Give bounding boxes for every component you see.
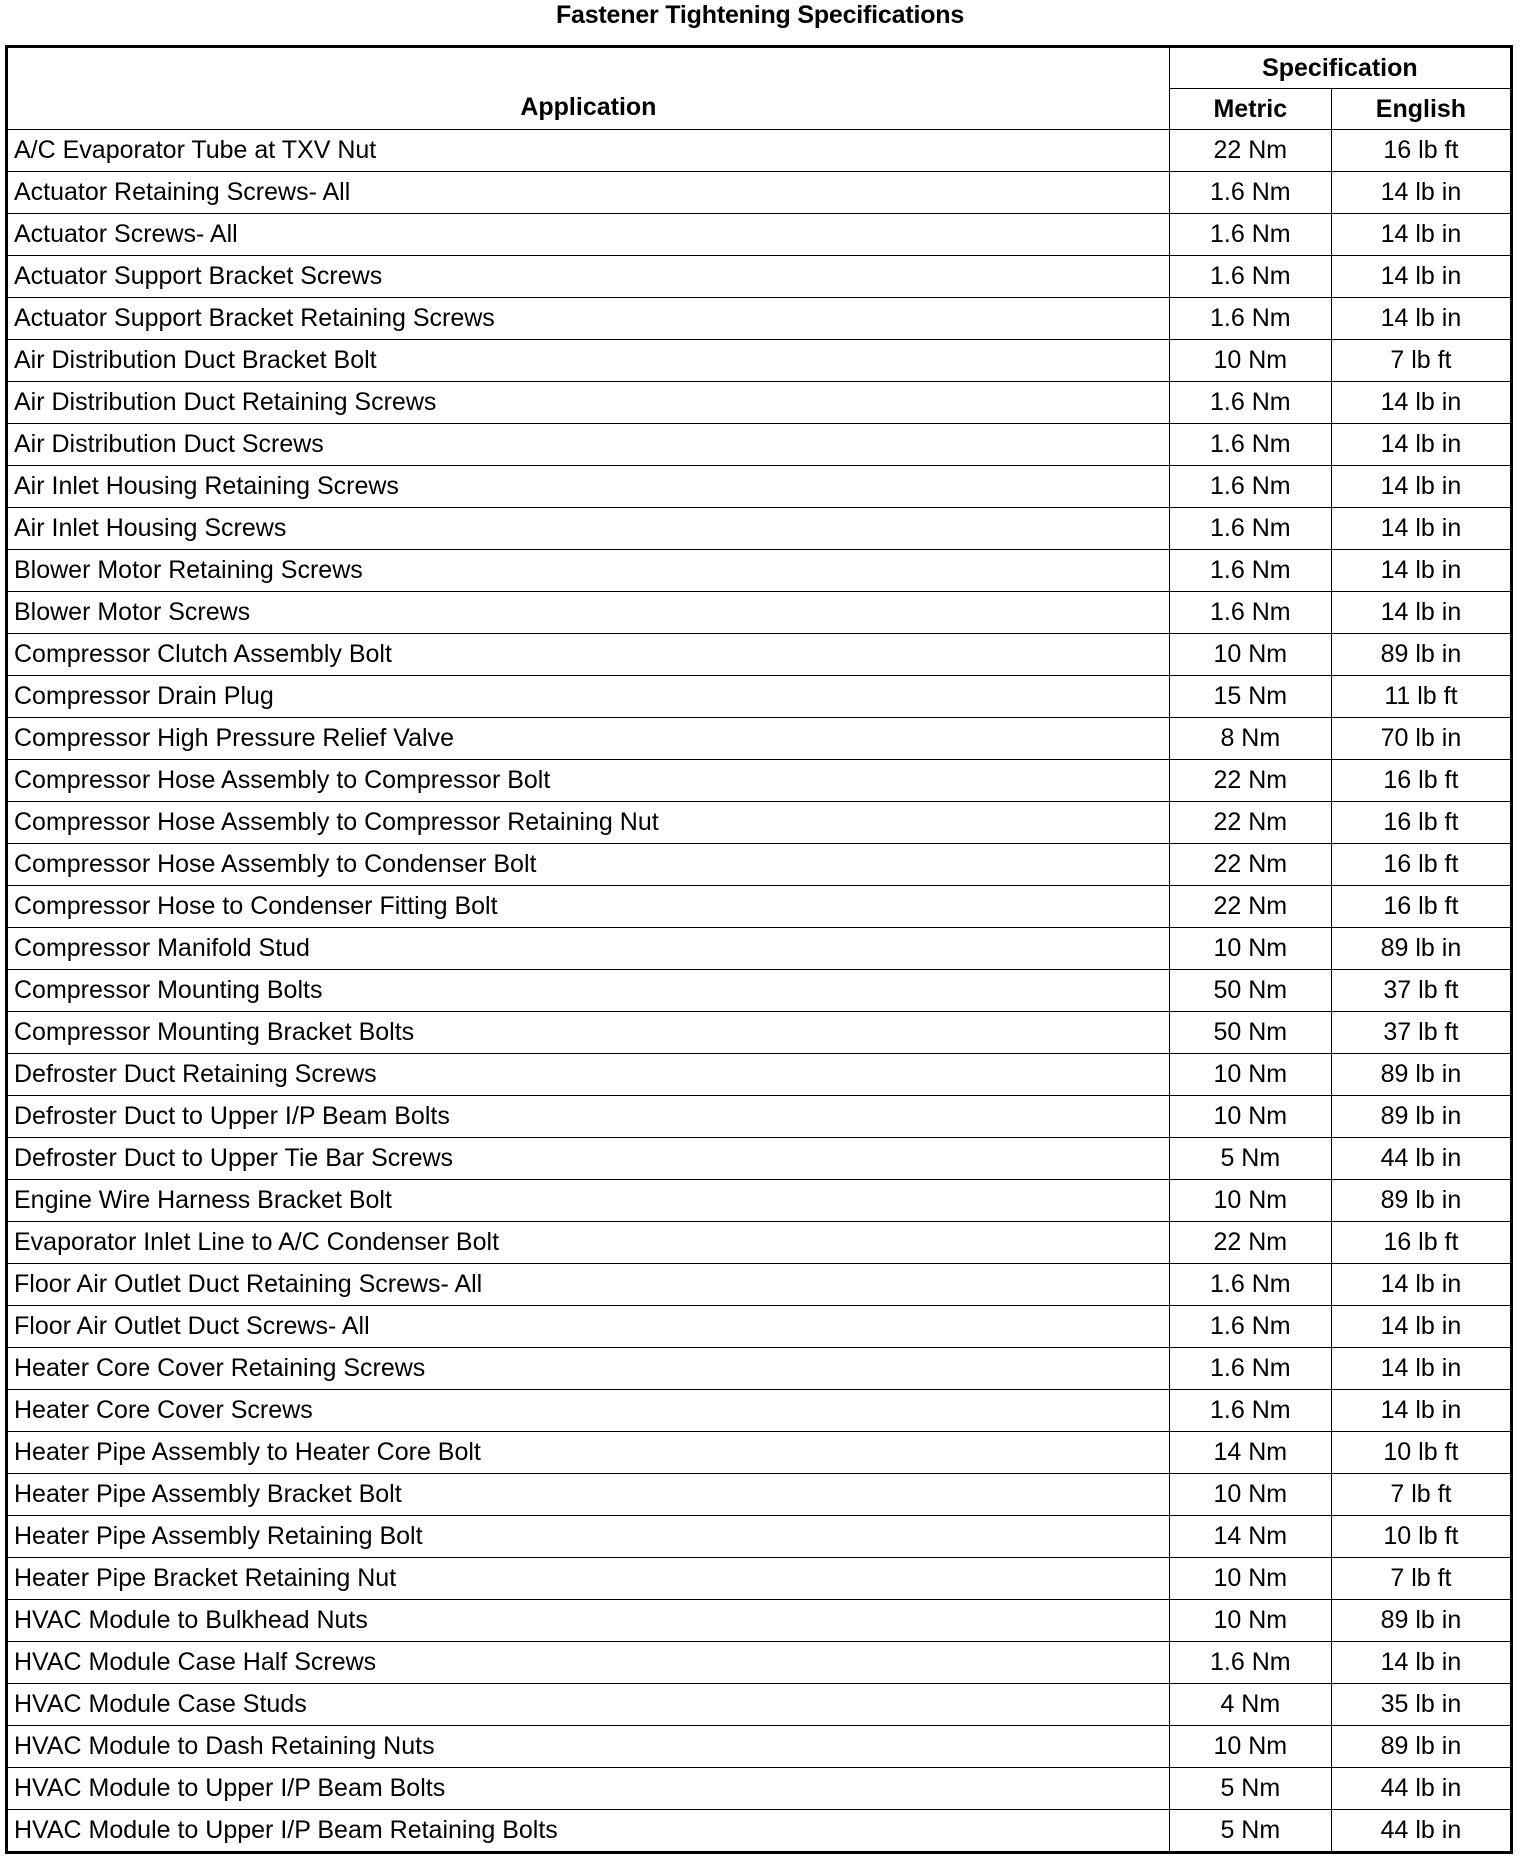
metric-value-cell: 10 Nm [1169,1474,1331,1516]
application-cell: Heater Core Cover Retaining Screws [7,1348,1170,1390]
english-value-cell: 16 lb ft [1331,130,1511,172]
application-cell: HVAC Module to Upper I/P Beam Bolts [7,1768,1170,1810]
english-value-cell: 16 lb ft [1331,844,1511,886]
application-cell: Compressor Hose Assembly to Compressor Bolt [7,760,1170,802]
english-value-cell: 7 lb ft [1331,1474,1511,1516]
column-header-metric: Metric [1169,89,1331,130]
application-cell: HVAC Module to Bulkhead Nuts [7,1600,1170,1642]
table-row [7,508,1512,550]
metric-value-cell: 1.6 Nm [1169,172,1331,214]
english-value-cell: 14 lb in [1331,172,1511,214]
table-row [7,1600,1512,1642]
metric-value-cell: 10 Nm [1169,1726,1331,1768]
english-value-cell: 10 lb ft [1331,1516,1511,1558]
english-value-cell: 89 lb in [1331,1726,1511,1768]
application-cell: Compressor Hose Assembly to Condenser Bolt [7,844,1170,886]
english-value-cell: 16 lb ft [1331,802,1511,844]
english-value-cell: 89 lb in [1331,928,1511,970]
table-row [7,676,1512,718]
metric-value-cell: 14 Nm [1169,1516,1331,1558]
table-row [7,1810,1512,1853]
english-value-cell: 14 lb in [1331,1642,1511,1684]
metric-value-cell: 50 Nm [1169,970,1331,1012]
table-row [7,424,1512,466]
application-cell: Compressor Mounting Bracket Bolts [7,1012,1170,1054]
application-cell: Compressor Mounting Bolts [7,970,1170,1012]
application-cell: Air Inlet Housing Screws [7,508,1170,550]
application-cell: Blower Motor Retaining Screws [7,550,1170,592]
table-row [7,256,1512,298]
column-header-application: Application [7,47,1170,130]
metric-value-cell: 1.6 Nm [1169,1642,1331,1684]
table-row [7,802,1512,844]
metric-value-cell: 10 Nm [1169,1096,1331,1138]
table-row [7,550,1512,592]
metric-value-cell: 4 Nm [1169,1684,1331,1726]
english-value-cell: 44 lb in [1331,1810,1511,1853]
application-cell: Compressor Hose to Condenser Fitting Bolt [7,886,1170,928]
application-cell: Blower Motor Screws [7,592,1170,634]
metric-value-cell: 5 Nm [1169,1138,1331,1180]
metric-value-cell: 22 Nm [1169,802,1331,844]
table-row [7,1180,1512,1222]
application-cell: Heater Pipe Bracket Retaining Nut [7,1558,1170,1600]
metric-value-cell: 1.6 Nm [1169,298,1331,340]
table-row [7,1138,1512,1180]
english-value-cell: 14 lb in [1331,1348,1511,1390]
metric-value-cell: 1.6 Nm [1169,466,1331,508]
english-value-cell: 14 lb in [1331,1306,1511,1348]
table-row [7,592,1512,634]
metric-value-cell: 22 Nm [1169,760,1331,802]
page-title: Fastener Tightening Specifications [555,1,965,29]
table-row [7,1222,1512,1264]
english-value-cell: 14 lb in [1331,214,1511,256]
application-cell: Compressor Drain Plug [7,676,1170,718]
metric-value-cell: 22 Nm [1169,1222,1331,1264]
english-value-cell: 10 lb ft [1331,1432,1511,1474]
metric-value-cell: 15 Nm [1169,676,1331,718]
application-cell: Air Distribution Duct Bracket Bolt [7,340,1170,382]
application-cell: Floor Air Outlet Duct Retaining Screws- All [7,1264,1170,1306]
table-row [7,214,1512,256]
table-row [7,634,1512,676]
application-cell: Actuator Support Bracket Screws [7,256,1170,298]
application-cell: A/C Evaporator Tube at TXV Nut [7,130,1170,172]
metric-value-cell: 22 Nm [1169,130,1331,172]
english-value-cell: 14 lb in [1331,1264,1511,1306]
english-value-cell: 16 lb ft [1331,760,1511,802]
application-cell: Compressor Manifold Stud [7,928,1170,970]
metric-value-cell: 10 Nm [1169,634,1331,676]
metric-value-cell: 8 Nm [1169,718,1331,760]
application-cell: Floor Air Outlet Duct Screws- All [7,1306,1170,1348]
metric-value-cell: 22 Nm [1169,844,1331,886]
application-cell: HVAC Module to Upper I/P Beam Retaining Bolts [7,1810,1170,1853]
english-value-cell: 14 lb in [1331,298,1511,340]
metric-value-cell: 1.6 Nm [1169,256,1331,298]
metric-value-cell: 10 Nm [1169,1180,1331,1222]
table-row [7,1684,1512,1726]
metric-value-cell: 1.6 Nm [1169,550,1331,592]
table-row [7,1348,1512,1390]
english-value-cell: 16 lb ft [1331,886,1511,928]
english-value-cell: 37 lb ft [1331,1012,1511,1054]
table-row [7,1642,1512,1684]
application-cell: Air Inlet Housing Retaining Screws [7,466,1170,508]
english-value-cell: 89 lb in [1331,634,1511,676]
table-row [7,1390,1512,1432]
english-value-cell: 14 lb in [1331,382,1511,424]
english-value-cell: 70 lb in [1331,718,1511,760]
application-cell: HVAC Module Case Studs [7,1684,1170,1726]
table-row [7,1432,1512,1474]
fastener-spec-table [5,45,1513,1854]
table-row [7,340,1512,382]
table-row [7,1054,1512,1096]
metric-value-cell: 1.6 Nm [1169,1264,1331,1306]
english-value-cell: 14 lb in [1331,256,1511,298]
english-value-cell: 89 lb in [1331,1180,1511,1222]
application-cell: Engine Wire Harness Bracket Bolt [7,1180,1170,1222]
english-value-cell: 35 lb in [1331,1684,1511,1726]
metric-value-cell: 10 Nm [1169,1054,1331,1096]
english-value-cell: 14 lb in [1331,1390,1511,1432]
table-row [7,466,1512,508]
application-cell: Compressor Hose Assembly to Compressor Retaining Nut [7,802,1170,844]
table-row [7,1264,1512,1306]
metric-value-cell: 1.6 Nm [1169,424,1331,466]
table-row [7,1012,1512,1054]
english-value-cell: 14 lb in [1331,466,1511,508]
table-row [7,718,1512,760]
column-header-specification: Specification [1169,47,1511,89]
table-row [7,382,1512,424]
english-value-cell: 14 lb in [1331,424,1511,466]
table-row [7,760,1512,802]
table-row [7,970,1512,1012]
application-cell: HVAC Module to Dash Retaining Nuts [7,1726,1170,1768]
application-cell: Actuator Support Bracket Retaining Screws [7,298,1170,340]
application-cell: Defroster Duct to Upper I/P Beam Bolts [7,1096,1170,1138]
application-cell: Actuator Retaining Screws- All [7,172,1170,214]
metric-value-cell: 10 Nm [1169,1558,1331,1600]
application-cell: Heater Pipe Assembly Retaining Bolt [7,1516,1170,1558]
table-row [7,1558,1512,1600]
application-cell: Evaporator Inlet Line to A/C Condenser Bolt [7,1222,1170,1264]
metric-value-cell: 1.6 Nm [1169,508,1331,550]
table-row [7,1516,1512,1558]
application-cell: Heater Pipe Assembly to Heater Core Bolt [7,1432,1170,1474]
table-row [7,1096,1512,1138]
metric-value-cell: 50 Nm [1169,1012,1331,1054]
table-row [7,130,1512,172]
column-header-english: English [1331,89,1511,130]
metric-value-cell: 10 Nm [1169,340,1331,382]
metric-value-cell: 1.6 Nm [1169,214,1331,256]
english-value-cell: 14 lb in [1331,592,1511,634]
english-value-cell: 89 lb in [1331,1054,1511,1096]
application-cell: HVAC Module Case Half Screws [7,1642,1170,1684]
table-row [7,1768,1512,1810]
english-value-cell: 89 lb in [1331,1600,1511,1642]
english-value-cell: 89 lb in [1331,1096,1511,1138]
table-row [7,298,1512,340]
english-value-cell: 7 lb ft [1331,1558,1511,1600]
header-row-top [7,47,1512,89]
application-cell: Defroster Duct Retaining Screws [7,1054,1170,1096]
metric-value-cell: 1.6 Nm [1169,592,1331,634]
english-value-cell: 16 lb ft [1331,1222,1511,1264]
metric-value-cell: 1.6 Nm [1169,382,1331,424]
metric-value-cell: 1.6 Nm [1169,1390,1331,1432]
metric-value-cell: 5 Nm [1169,1768,1331,1810]
metric-value-cell: 22 Nm [1169,886,1331,928]
table-row [7,844,1512,886]
english-value-cell: 11 lb ft [1331,676,1511,718]
application-cell: Compressor High Pressure Relief Valve [7,718,1170,760]
table-body [7,130,1512,1853]
application-cell: Air Distribution Duct Screws [7,424,1170,466]
table-row [7,928,1512,970]
application-cell: Air Distribution Duct Retaining Screws [7,382,1170,424]
application-cell: Heater Core Cover Screws [7,1390,1170,1432]
application-cell: Actuator Screws- All [7,214,1170,256]
english-value-cell: 44 lb in [1331,1768,1511,1810]
english-value-cell: 14 lb in [1331,550,1511,592]
application-cell: Defroster Duct to Upper Tie Bar Screws [7,1138,1170,1180]
metric-value-cell: 10 Nm [1169,1600,1331,1642]
english-value-cell: 37 lb ft [1331,970,1511,1012]
metric-value-cell: 10 Nm [1169,928,1331,970]
metric-value-cell: 1.6 Nm [1169,1306,1331,1348]
table-row [7,1474,1512,1516]
english-value-cell: 14 lb in [1331,508,1511,550]
table-row [7,886,1512,928]
metric-value-cell: 14 Nm [1169,1432,1331,1474]
english-value-cell: 44 lb in [1331,1138,1511,1180]
metric-value-cell: 1.6 Nm [1169,1348,1331,1390]
application-cell: Compressor Clutch Assembly Bolt [7,634,1170,676]
application-cell: Heater Pipe Assembly Bracket Bolt [7,1474,1170,1516]
metric-value-cell: 5 Nm [1169,1810,1331,1853]
english-value-cell: 7 lb ft [1331,340,1511,382]
table-row [7,1306,1512,1348]
table-row [7,172,1512,214]
table-row [7,1726,1512,1768]
